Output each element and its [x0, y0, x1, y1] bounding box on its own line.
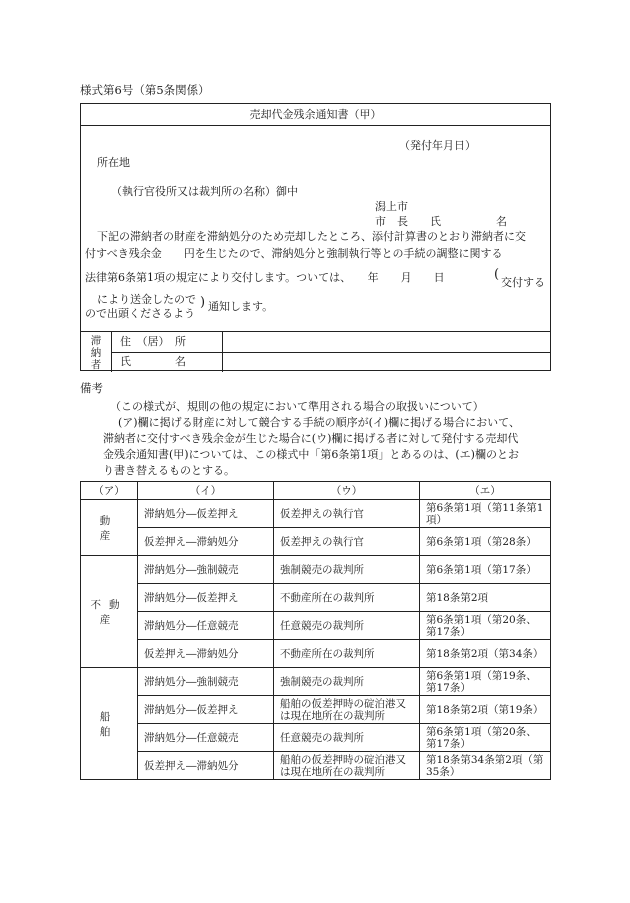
- recipient-cell: 船舶の仮差押時の碇泊港又は現在地所在の裁判所: [274, 696, 420, 724]
- taxpayer-name-row: [112, 352, 550, 372]
- order-cell: 滞納処分―仮差押え: [138, 584, 274, 612]
- table-row: [81, 556, 551, 584]
- issuer-title: 市 長 氏 名: [375, 215, 507, 228]
- recipient-cell: 不動産所在の裁判所: [274, 584, 420, 612]
- table-row: [81, 724, 551, 752]
- order-cell: 滞納処分―強制競売: [138, 556, 274, 584]
- taxpayer-block: [81, 331, 550, 373]
- recipient-cell: 強制競売の裁判所: [274, 556, 420, 584]
- body-option-a1: 交付する: [501, 276, 545, 289]
- notice-title: 売却代金残余通知書（甲）: [81, 104, 550, 126]
- replacement-cell: 第18条第2項（第34条）: [420, 640, 551, 668]
- close-paren: ): [200, 295, 206, 310]
- form-number-label: 様式第6号（第5条関係）: [80, 83, 210, 97]
- table-row: [81, 612, 551, 640]
- recipient-cell: 船舶の仮差押時の碇泊港又は現在地所在の裁判所: [274, 752, 420, 780]
- order-cell: 仮差押え―滞納処分: [138, 640, 274, 668]
- replacement-cell: 第18条第2項: [420, 584, 551, 612]
- recipient-cell: 仮差押えの執行官: [274, 528, 420, 556]
- category-cell: 不動産: [81, 556, 138, 668]
- recipient-cell: 強制競売の裁判所: [274, 668, 420, 696]
- body-line-3: 法律第6条第1項の規定により交付します。ついては、 年 月 日: [85, 271, 445, 284]
- replacement-cell: 第18条第34条第2項（第35条）: [420, 752, 551, 780]
- order-cell: 滞納処分―任意競売: [138, 612, 274, 640]
- table-row: [81, 584, 551, 612]
- order-cell: 滞納処分―強制競売: [138, 668, 274, 696]
- table-header-row: [81, 482, 551, 500]
- taxpayer-address-row: [112, 332, 550, 353]
- replacement-cell: 第6条第1項（第11条第1項）: [420, 500, 551, 528]
- body-line-2: 付すべき残余金 円を生じたので、滞納処分と強制執行等との手続の調整に関する: [85, 247, 503, 260]
- issue-date: （発付年月日）: [399, 139, 476, 152]
- table-row: [81, 668, 551, 696]
- table-row: [81, 696, 551, 724]
- header-cell: （ウ）: [274, 482, 420, 500]
- recipient-cell: 任意競売の裁判所: [274, 724, 420, 752]
- order-cell: 滞納処分―仮差押え: [138, 500, 274, 528]
- body-line-1: 下記の滞納者の財産を滞納処分のため売却したところ、添付計算書のとおり滞納者に交: [97, 230, 526, 243]
- address-label: 所在地: [97, 156, 130, 169]
- taxpayer-address-label: 住 （居） 所: [112, 332, 223, 352]
- issuer-city: 潟上市: [375, 200, 408, 213]
- addressee: （執行官役所又は裁判所の名称）御中: [111, 185, 298, 198]
- table-row: [81, 528, 551, 556]
- open-paren: (: [494, 267, 500, 282]
- replacement-cell: 第6条第1項（第17条）: [420, 556, 551, 584]
- note-line-4: 金残余通知書(甲)については、この様式中「第6条第1項」とあるのは、(エ)欄のとお: [103, 448, 519, 461]
- note-line-3: 滞納者に交付すべき残余金が生じた場合に(ウ)欄に掲げる者に対して発付する売却代: [103, 432, 519, 445]
- order-cell: 仮差押え―滞納処分: [138, 528, 274, 556]
- replacement-cell: 第6条第1項（第20条、第17条）: [420, 612, 551, 640]
- note-line-5: り書き替えるものとする。: [103, 464, 235, 477]
- recipient-cell: 不動産所在の裁判所: [274, 640, 420, 668]
- header-cell: （エ）: [420, 482, 551, 500]
- table-row: [81, 752, 551, 780]
- body-option-b2: ので出頭くださるよう: [85, 307, 195, 320]
- notes-title: 備考: [80, 381, 103, 395]
- body-end: 通知します。: [208, 300, 274, 313]
- recipient-cell: 仮差押えの執行官: [274, 500, 420, 528]
- note-line-2: (ア)欄に掲げる財産に対して競合する手続の順序が(イ)欄に掲げる場合において、: [118, 416, 520, 429]
- header-cell: （ア）: [81, 482, 138, 500]
- recipient-cell: 任意競売の裁判所: [274, 612, 420, 640]
- taxpayer-name-label: 氏 名: [112, 352, 223, 372]
- taxpayer-label: 滞 納 者: [81, 332, 112, 372]
- order-cell: 滞納処分―仮差押え: [138, 696, 274, 724]
- order-cell: 仮差押え―滞納処分: [138, 752, 274, 780]
- header-cell: （イ）: [138, 482, 274, 500]
- replacement-table: [80, 481, 551, 780]
- body-option-b1: により送金したので: [97, 293, 196, 306]
- table-row: [81, 640, 551, 668]
- replacement-cell: 第18条第2項（第19条）: [420, 696, 551, 724]
- order-cell: 滞納処分―任意競売: [138, 724, 274, 752]
- replacement-cell: 第6条第1項（第28条）: [420, 528, 551, 556]
- replacement-cell: 第6条第1項（第19条、第17条）: [420, 668, 551, 696]
- category-cell: 動 産: [81, 500, 138, 556]
- table-row: [81, 500, 551, 528]
- replacement-cell: 第6条第1項（第20条、第17条）: [420, 724, 551, 752]
- notice-form: [80, 103, 551, 371]
- note-line-1: （この様式が、規則の他の規定において準用される場合の取扱いについて）: [110, 400, 484, 413]
- category-cell: 船 舶: [81, 668, 138, 780]
